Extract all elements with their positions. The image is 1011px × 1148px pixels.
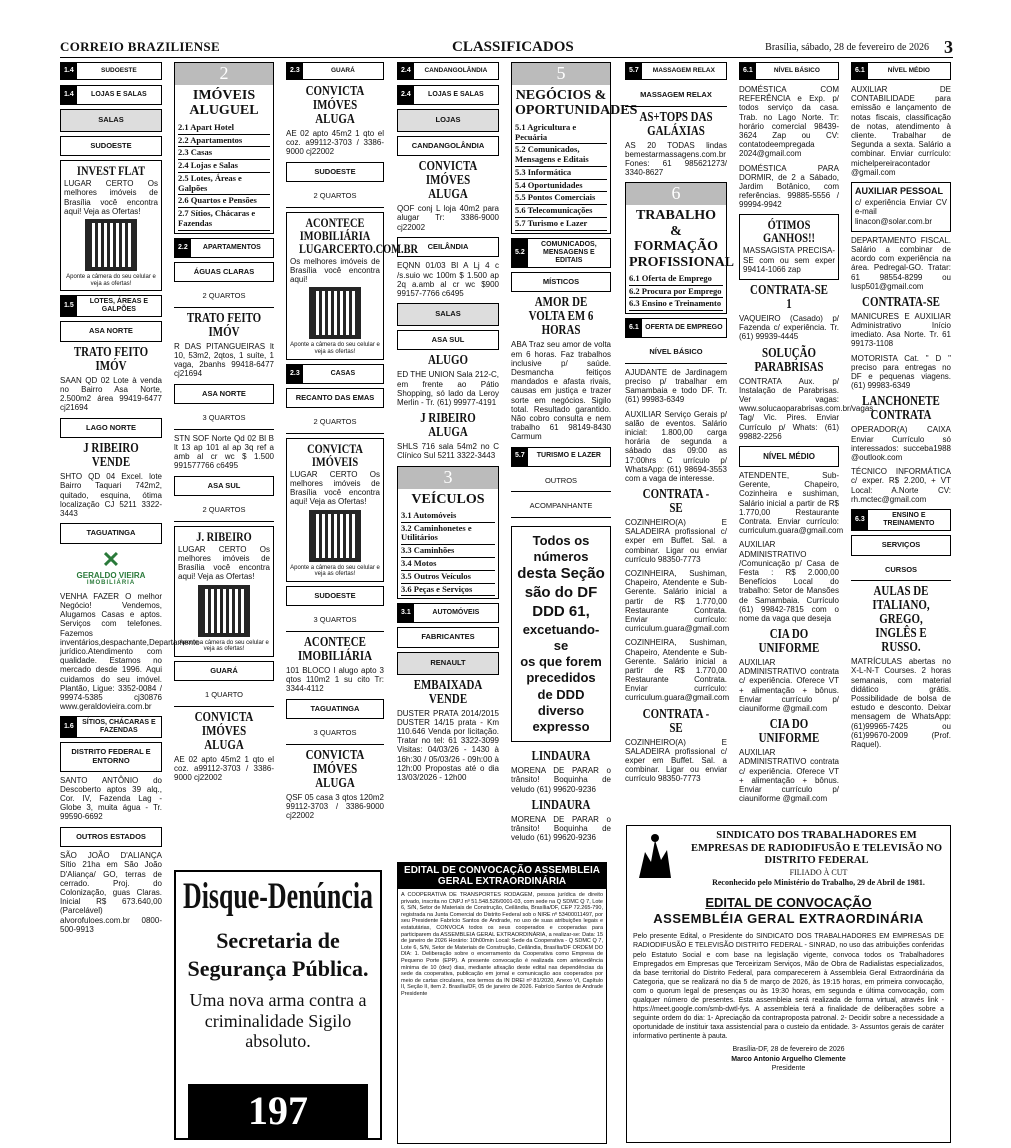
- category-item: 3.2 Caminhonetes e Utilitários: [401, 523, 495, 546]
- edital-cooperativa: EDITAL DE CONVOCAÇÃO ASSEMBLEIA GERAL EXTRAORDINÁRIA A COOPERATIVA DE TRANSPORTES RODAGEM, pessoa jurídica de direito privado, inscrita no CNPJ nº 51.548.526/0001-03, com sede na Q SDMC Q 7, Lote 6, S/N, Setor de Materiais de Construção, Ceilândia, Brasília/DF, CEP 72.265-790, registrada na Junta Comercial do Distrito Federal sob o NIRE nº 53400011497, por seu Presidente Fabrício Santos de Andrade, no uso de suas atribuições legais e estatutárias, CONVOCA todos os seus cooperados e cooperadas para participarem da ASSEMBLEIA GERAL EXTRAORDINÁRIA, a realizar-se: Data: 15 de janeiro de 2026 Horário: 10h00min Local: Sede da Cooperativa - Q SDMC Q 7, Lote 6, S/N, Setor de Materiais de Construção, Ceilândia, Brasília/DF ORDEM DO DIA: 1. Deliberação sobre o encerramento da Cooperativa como Empresa de Pequeno Porte (EPP). A presente convocação é realizada com antecedência mínima de 10 (dez) dias, mediante afixação deste edital nas dependências da sede da cooperativa, publicação em jornal e comunicação aos cooperados por meio de cartas circulares, nos termos da IN DREI nº 81/2020, Anexo VI, Capítulo II, Seção II, item 2. Brasília/DF, 05 de janeiro de 2026. Fabrício Santos de Andrade Presidente: [397, 862, 607, 1144]
- subsection-label: ASA NORTE: [174, 384, 274, 405]
- page-header: [60, 38, 953, 58]
- section-header: 2.2 APARTAMENTOS: [174, 238, 274, 258]
- ad-text: DUSTER PRATA 2014/2015 DUSTER 14/15 prata - Km 110.646 Venda por licitação. Tratar no tel: 61 3322-3099 Visitas: 04/03/26 - 1430 à 16h:30 / 05/03/26 - 09h:00 à 12h:00 Propostas até o dia 13/03/2026 - 12h00: [397, 708, 499, 782]
- column-8: [851, 62, 951, 817]
- ad-text: STN SOF Norte Qd 02 Bl B lt 13 ap 101 al ap 3q ref a amb al cr wc $ 1.500 991577766 c6495: [174, 433, 274, 471]
- qr-ad: CONVICTA IMÓVEIS LUGAR CERTO Os melhores imóveis de Brasília você encontra aqui! Veja as Ofertas! Aponte a câmera do seu celular e veja as ofertas!: [286, 438, 384, 582]
- qr-ad: ACONTECE IMOBILIÁRIA LUGARCERTO.COM.BR Os melhores imóveis de Brasília você encontra aqui! Aponte a câmera do seu celular e veja as ofertas!: [286, 212, 384, 360]
- ad-text: MORENA DE PARAR o trânsito! Boquinha de veludo (61) 99620-9236: [511, 766, 611, 794]
- category-item: 5.4 Oportunidades: [515, 180, 607, 193]
- ad-heading: CONTRATA - SE: [642, 706, 710, 736]
- ad-heading: CONTRATA - SE: [642, 487, 710, 517]
- section-header: 6.1 OFERTA DE EMPREGO: [625, 318, 727, 338]
- qr-code-icon: [309, 287, 361, 339]
- rooms-label: 2 QUARTOS: [174, 286, 274, 308]
- ad-heading: ALUGO: [427, 353, 469, 369]
- subsection-label: SUDOESTE: [286, 162, 384, 183]
- subsection-label: SALAS: [397, 303, 499, 326]
- ad-heading: EMBAIXADA VENDE: [413, 677, 483, 707]
- boxed-ad: AUXILIAR PESSOAL c/ experiência Enviar CV e-mail linacon@solar.com.br: [851, 182, 951, 232]
- ad-text: AE 02 apto 45m2 1 qto el coz. a99112-3703 / 3386-9000 cj22002: [286, 129, 384, 157]
- ad-text: 101 BLOCO I alugo apto 3 qtos 110m2 1 su cito Tr: 3344-4112: [286, 666, 384, 694]
- ad-heading: J RIBEIRO VENDE: [83, 441, 139, 471]
- ad-text: SAAN QD 02 Lote à venda no Bairro Asa Norte, 2.500m2 área 99419-6477 cj21694: [60, 375, 162, 413]
- subsection-label: LAGO NORTE: [60, 418, 162, 439]
- ad-text: ABA Traz seu amor de volta em 6 horas. Faz trabalhos inclusive p/ saúde. Desmancha feitiços mandados e afasta rivais, causas em justiça e trazer sorte em negócios. Sigilo total. Resultado garantido. Não cobro consulta e nem trabalho 61 98149-8430 Carmum: [511, 340, 611, 442]
- ad-text: AJUDANTE de Jardinagem preciso p/ trabalhar em Samambaia e todo DF. Tr. (61) 99983-6349: [625, 367, 727, 405]
- category-item: 2.5 Lotes, Áreas e Galpões: [178, 173, 270, 196]
- column-2: [174, 62, 274, 862]
- ad-text: R DAS PITANGUEIRAS lt 10, 53m2, 2qtos, 1 suíte, 1 vaga, 2banhs 99418-6477 cj21694: [174, 341, 274, 379]
- category-item: 3.4 Motos: [401, 558, 495, 571]
- ad-heading: TRATO FEITO IMÓV: [186, 310, 262, 340]
- rooms-label: 1 QUARTO: [174, 685, 274, 707]
- category-item: 5.1 Agricultura e Pecuária: [515, 122, 607, 145]
- subsection-label: MASSAGEM RELAX: [625, 85, 727, 107]
- ad-heading: CONVICTA IMÓVES ALUGA: [194, 710, 254, 754]
- ad-text: AUXILIAR DE CONTABILIDADE para emissão e lançamento de notas fiscais, classificação de notas, atendimento à cliente. Trabalhar de Segunda a sexta. Salário a combinar. Enviar currículo: michelpereiracontador @gmail.com: [851, 85, 951, 177]
- subsection-label: SUDOESTE: [286, 586, 384, 607]
- subsection-label: ACOMPANHANTE: [511, 496, 611, 518]
- phone-number: 197: [188, 1084, 368, 1138]
- section-header: 3.1 AUTOMÓVEIS: [397, 603, 499, 623]
- ad-heading: CONTRATA-SE 1: [750, 283, 828, 312]
- column-4: [397, 62, 499, 857]
- ad-text: AUXILIAR ADMINISTRATIVO /Comunicação p/ Casa de Festa : R$ 2.000,00 Benefícios Local do trabalho: Setor de Mansões de Samambaia. Currículo (61) 99842-7815 com o nome da vaga que deseja: [739, 540, 839, 623]
- ad-heading: CONVICTA IMÓVES ALUGA: [418, 159, 478, 203]
- category-item: 2.2 Apartamentos: [178, 135, 270, 148]
- ad-heading: CONVICTA IMÓVES ALUGA: [305, 84, 365, 127]
- ad-text: MANICURES E AUXILIAR Administrativo Início imediato. Asa Norte. Tr. 61 99173-1108: [851, 311, 951, 349]
- ad-text: OPERADOR(A) CAIXA Enviar Currículo só interessados: succeba1988 @outlook.com: [851, 425, 951, 462]
- subsection-label: SERVIÇOS: [851, 535, 951, 556]
- column-tab: 2.4 CANDANGOLÂNDIA: [397, 62, 499, 80]
- newspaper-name: CORREIO BRAZILIENSE: [60, 39, 220, 54]
- ad-text: AS 20 TODAS lindas bemestarmassagens.com.br Fones: 61 985621273/ 3340-8627: [625, 140, 727, 178]
- subsection-label: NÍVEL BÁSICO: [625, 342, 727, 364]
- category-item: 3.3 Caminhões: [401, 545, 495, 558]
- subsection-label: SALAS: [60, 109, 162, 132]
- subsection-label: RECANTO DAS EMAS: [286, 388, 384, 409]
- category-item: 2.6 Quartos e Pensões: [178, 195, 270, 208]
- ad-text: SHLS 716 sala 54m2 no C Clínico Sul 5211 3322-3443: [397, 442, 499, 461]
- ad-text: DEPARTAMENTO FISCAL. Salário a combinar de acordo com experiência na área. Pedregal-GO. Tratar: 61 98554-8299 ou lusp501@gmail.com: [851, 235, 951, 291]
- ad-heading: CONVICTA IMÓVES ALUGA: [305, 747, 365, 791]
- section-header: 2.3 CASAS: [286, 364, 384, 384]
- column-7: [739, 62, 874, 817]
- column-tab: 6.1 NÍVEL BÁSICO: [739, 62, 839, 80]
- rooms-label: 3 QUARTOS: [286, 723, 384, 745]
- column-6: [625, 62, 735, 817]
- disque-denuncia-ad: Disque-Denúncia Secretaria de Segurança Pública. Uma nova arma contra a criminalidade Sigilo absoluto. 197: [174, 870, 382, 1140]
- ad-text: DOMÉSTICA COM REFERÊNCIA e Exp. p/ todos serviço da casa. Trab. no Lago Norte. Tr: horário comercial 98439-3624 Zap ou CV: contatodeempregada 2024@gmail.com: [739, 85, 839, 159]
- ad-text: AUXILIAR Serviço Gerais p/ salão de eventos. Salário inicial: 1.800,00 carga horária de segunda a sábado das 09:00 as 17:00hrs C urrículo p/ WhatsApp: (61) 98694-3553 com a vaga de interesse.: [625, 409, 727, 483]
- subsection-label: ÁGUAS CLARAS: [174, 262, 274, 283]
- section-header: 1.5 LOTES, ÁREAS E GALPÕES: [60, 295, 162, 317]
- ad-text: ED THE UNION Sala 212-C, em frente ao Pátio Shopping, só lado da Leroy Merlin - Tr. (61) 99977-4191: [397, 370, 499, 407]
- ad-heading: AULAS DE ITALIANO, GREGO, INGLÊS E RUSSO.: [872, 584, 930, 656]
- section-header: 5.7 TURISMO E LAZER: [511, 447, 611, 467]
- subsection-label: SUDOESTE: [60, 136, 162, 157]
- subsection-label: OUTROS ESTADOS: [60, 827, 162, 848]
- subsection-label: CEILÂNDIA: [397, 237, 499, 258]
- page-date: Brasília, sábado, 28 de fevereiro de 2026: [765, 42, 929, 53]
- qr-ad: INVEST FLAT LUGAR CERTO Os melhores imóveis de Brasília você encontra aqui! Veja as Ofertas! Aponte a câmera do seu celular e veja as ofertas!: [60, 160, 162, 291]
- boxed-ad: ÓTIMOS GANHOS!! MASSAGISTA PRECISA-SE com ou sem exper 99414-1066 zap: [739, 214, 839, 280]
- category-item: 2.7 Sítios, Chácaras e Fazendas: [178, 208, 270, 231]
- rooms-label: 2 QUARTOS: [286, 186, 384, 208]
- ad-text: ATENDENTE, Sub-Gerente, Chapeiro, Cozinheira e sushiman, Salário inicial a partir de R$ 1.770,00 Restaurante Contrata. Enviar currículo: curriculum.guara@gmail.com: [739, 471, 844, 536]
- category-item: 5.3 Informática: [515, 167, 607, 180]
- ad-heading: LANCHONETE CONTRATA: [862, 394, 940, 424]
- subsection-label: MÍSTICOS: [511, 272, 611, 293]
- category-item: 6.2 Procura por Emprego: [629, 286, 723, 299]
- qr-code-icon: [85, 219, 137, 271]
- ad-text: QSF 05 casa 3 qtos 120m2 99112-3703 / 3386-9000 cj22002: [286, 792, 384, 821]
- subsection-label: GUARÁ: [174, 661, 274, 682]
- subsection-label: RENAULT: [397, 652, 499, 675]
- ad-heading: CONTRATA-SE: [862, 294, 940, 310]
- subsection-label: ASA NORTE: [60, 321, 162, 342]
- column-tab: 1.4 SUDOESTE: [60, 62, 162, 80]
- rooms-label: 2 QUARTOS: [174, 500, 274, 522]
- ad-text: CONTRATA Aux. p/ Instalação de Parabrisas. Ver vagas: www.solucaoparabrisas.com.br/vagas Tag/ Vic. Pires. Enviar Currículo p/ Whats: (61) 99882-2256: [739, 376, 874, 441]
- qr-code-icon: [198, 585, 250, 637]
- category-item: 5.6 Telecomunicações: [515, 205, 607, 218]
- rooms-label: 3 QUARTOS: [174, 408, 274, 430]
- category-box: 5 NEGÓCIOS & OPORTUNIDADES 5.1 Agricultura e Pecuária 5.2 Comunicados, Mensagens e Editais 5.3 Informática 5.4 Oportunidades 5.5 Pontos Comerciais 5.6 Telecomunicações 5.7 Turismo e Lazer: [511, 62, 611, 234]
- section-header: 1.4 LOJAS E SALAS: [60, 85, 162, 105]
- category-item: 3.6 Peças e Serviços: [401, 584, 495, 597]
- qr-ad: J. RIBEIRO LUGAR CERTO Os melhores imóveis de Brasília você encontra aqui! Veja as Ofertas! Aponte a câmera do seu celular e veja as ofertas!: [174, 526, 274, 657]
- sindicato-emblem-icon: [635, 832, 673, 880]
- category-item: 6.3 Ensino e Treinamento: [629, 298, 723, 311]
- ad-text: MATRÍCULAS abertas no X-L-N-T Courses. 2 horas semanais, com material didático grátis. Possibilidade de bolsa de estudo e desconto. Deixar mensagem de WhatsApp: (61)99965-7425 ou (61)99670-2009 (Prof. Raquel).: [851, 657, 951, 749]
- category-item: 3.1 Automóveis: [401, 510, 495, 523]
- ad-heading: TRATO FEITO IMÓV: [73, 344, 149, 374]
- ad-text: VAQUEIRO (Casado) p/ Fazenda c/ experiência. Tr. (61) 99939-4445: [739, 314, 839, 342]
- ad-heading: SOLUÇÃO PARABRISAS: [754, 345, 824, 375]
- column-5: [511, 62, 638, 852]
- ad-text: SÃO JOÃO D'ALIANÇA Sítio 21ha em São João D'Aliança/ GO, terras de cerrado. Proj. do Colonização, guas Claras. Inicial R$ 673.640,00 (Parcelável) alvorofuloes.com.br 0800-500-9913: [60, 851, 162, 934]
- geraldo-vieira-logo: ✕ GERALDO VIEIRA IMOBILIÁRIA: [76, 546, 146, 587]
- category-item: 2.3 Casas: [178, 147, 270, 160]
- category-item: 6.1 Oferta de Emprego: [629, 273, 723, 286]
- section-header: 2.4 LOJAS E SALAS: [397, 85, 499, 105]
- edital-sindicato: SINDICATO DOS TRABALHADORES EM EMPRESAS DE RADIODIFUSÃO E TELEVISÃO NO DISTRITO FEDERAL FILIADO À CUT Reconhecido pelo Ministério do Trabalho, 29 de Abril de 1981. EDITAL DE CONVOCAÇÃO ASSEMBLÉIA GERAL EXTRAORDINÁRIA Pelo presente Edital, o Presidente do SINDICATO DOS TRABALHADORES EM EMPRESAS DE RADIODIFUSÃO E TELEVISÃO DISTRITO FEDERAL - SINRAD, no uso das atribuições conferidas pelo Estatuto Social e com base na legislação vigente, convoca todos os Trabalhadores Empregados em Empresas que Terceirizam Serviços, Mão de Obra de Radialistas especializados, da base territorial do Distrito Federal, para comparecerem à Assembleia Geral Extraordinária da Categoria, que se realizará no dia 5 de março de 2026, às 19:15 horas, em primeira convocação, com o quorum legal de presenças ou às 19:30 horas, em segunda e última convocação, com qualquer número de presentes. Esta assembleia será realizada de forma virtual, através link - https://meet.google.com/smb-dwtl-fys. A assembleia terá a finalidade de deliberações sobre a seguinte ordem do dia: 1- Apreciação da contraproposta patronal. 2- Decidir sobre a necessidade a oportunidade de instituir taxa assistencial para o custeio da entidade. 3- Assuntos gerais de caráter informativo pertinente à pauta. Brasília-DF, 28 de fevereiro de 2026 Marco Antonio Arguelho Clemente Presidente: [626, 825, 951, 1143]
- subsection-label: LOJAS: [397, 109, 499, 132]
- ad-heading: ACONTECE IMOBILIÁRIA: [297, 635, 373, 664]
- column-tab: 2.3 GUARÁ: [286, 62, 384, 80]
- category-box: 2 IMÓVEIS ALUGUEL 2.1 Apart Hotel 2.2 Apartamentos 2.3 Casas 2.4 Lojas e Salas 2.5 Lotes, Áreas e Galpões 2.6 Quartos e Pensões 2.7 Sítios, Chácaras e Fazendas: [174, 62, 274, 234]
- ad-heading: CIA DO UNIFORME: [758, 627, 820, 657]
- ad-heading: J RIBEIRO ALUGA: [420, 411, 476, 441]
- subsection-label: TAGUATINGA: [60, 523, 162, 544]
- category-item: 5.2 Comunicados, Mensagens e Editais: [515, 144, 607, 167]
- ad-text: COZINHEIRO(A) E SALADEIRA profissional c/ exper em Buffet. Sal. a combinar. Ligar ou enviar currículo 98350-7773: [625, 518, 727, 564]
- ad-text: COZINHEIRA, Sushiman, Chapeiro, Atendente e Sub-Gerente. Salário inicial a partir de R$ 1.770,00 Restaurante Contrata. Enviar currículo: curriculum.guara@gmail.com: [625, 569, 730, 634]
- subsection-label: FABRICANTES: [397, 627, 499, 648]
- subsection-label: OUTROS: [511, 471, 611, 493]
- ad-text: SHTO QD 04 Excel. lote Bairro Taquari 742m2, quitado, esquina, ótima localização CJ 5211 3322-3443: [60, 472, 162, 519]
- column-tab: 5.7 MASSAGEM RELAX: [625, 62, 727, 80]
- ad-text: AE 02 apto 45m2 1 qto el coz. a99112-3703 / 3386-9000 cj22002: [174, 755, 274, 783]
- ad-text: AUXILIAR ADMINISTRATIVO contrata c/ experiência. Oferece VT + alimentação + bônus. Enviar currículo p/ ciauniforme @gmail.com: [739, 748, 839, 804]
- column-tab: 6.1 NÍVEL MÉDIO: [851, 62, 951, 80]
- section-header: 6.3 ENSINO E TREINAMENTO: [851, 509, 951, 531]
- ad-text: AUXILIAR ADMINISTRATIVO contrata c/ experiência. Oferece VT + alimentação + bônus. Enviar currículo p/ ciauniforme @gmail.com: [739, 658, 839, 713]
- ad-text: DOMÉSTICA PARA DORMIR, de 2 a Sábado, Jardim Botânico, com referências. 99885-5556 / 99994-9942: [739, 163, 839, 210]
- subsection-label: TAGUATINGA: [286, 699, 384, 720]
- category-item: 2.1 Apart Hotel: [178, 122, 270, 135]
- ad-text: SANTO ANTÔNIO do Descoberto aptos 39 alq., Cor. IV, Fazenda Lag - Globe 3, muita água - Tr. 99590-6692: [60, 775, 162, 822]
- ad-heading: AMOR DE VOLTA EM 6 HORAS: [528, 295, 594, 339]
- section-header: 1.6 SÍTIOS, CHÁCARAS E FAZENDAS: [60, 716, 162, 738]
- ad-heading: LINDAURA: [531, 749, 591, 765]
- ad-text: TÉCNICO INFORMÁTICA c/ exper. R$ 2.200, + VT Local: A.Norte CV: rh.mctec@gmail.com: [851, 467, 951, 504]
- category-box: 3 VEÍCULOS 3.1 Automóveis 3.2 Caminhonetes e Utilitários 3.3 Caminhões 3.4 Motos 3.5 Outros Veículos 3.6 Peças e Serviços: [397, 466, 499, 600]
- category-item: 2.4 Lojas e Salas: [178, 160, 270, 173]
- category-item: 5.5 Pontos Comerciais: [515, 192, 607, 205]
- ad-text: VENHA FAZER O melhor Negócio! Vendemos, Alugamos Casas e aptos. Serviços com telefones. Fazemos inventários,despachante,Departamento jurídico.Atendimento com qualidade. Estamos no mercado desde 1996. Aqui cuidamos do seu imóvel. Plantão, Ligue: 3352-0084 / 99974-5385 cj30876 www.geraldovieira.com.br: [60, 591, 200, 712]
- ad-text: MOTORISTA Cat. " D " preciso para entregas no DF e pequenas viagens. (61) 99983-6349: [851, 353, 951, 391]
- ad-text: QOF conj L loja 40m2 para alugar Tr: 3386-9000 cj22002: [397, 204, 499, 232]
- ad-heading: CIA DO UNIFORME: [758, 717, 820, 747]
- ad-text: EQNN 01/03 Bl A Lj 4 c /s.suio wc 100m $ 1.500 ap 2q a.amb al cr wc $900 99157-7766 c6495: [397, 261, 499, 298]
- category-box: 6 TRABALHO & FORMAÇÃO PROFISSIONAL 6.1 Oferta de Emprego 6.2 Procura por Emprego 6.3 Ensino e Treinamento: [625, 182, 727, 314]
- section-header: 5.2 COMUNICADOS, MENSAGENS E EDITAIS: [511, 238, 611, 268]
- subsection-label: ASA SUL: [174, 476, 274, 497]
- notice-ddd: Todos os números desta Seção são do DF DDD 61, excetuando-se os que forem precedidos de DDD diverso expresso: [511, 526, 611, 743]
- subsection-label: DISTRITO FEDERAL E ENTORNO: [60, 742, 162, 771]
- qr-code-icon: [309, 510, 361, 562]
- ad-heading: AS+TOPS DAS GALÁXIAS: [639, 109, 713, 139]
- page-number: 3: [944, 37, 953, 57]
- ad-text: COZINHEIRO(A) E SALADEIRA profissional c/ exper em Buffet. Sal. a combinar. Ligar ou enviar currículo 98350-7773: [625, 737, 727, 784]
- rooms-label: 3 QUARTOS: [286, 610, 384, 632]
- subsection-label: NÍVEL MÉDIO: [739, 446, 839, 467]
- ad-text: MORENA DE PARAR o trânsito! Boquinha de veludo (61) 99620-9236: [511, 814, 611, 843]
- ad-text: COZINHEIRA, Sushiman, Chapeiro, Atendente e Sub-Gerente. Salário inicial a partir de R$ 1.770,00 Restaurante Contrata. Enviar currículo: curriculum.guara@gmail.com: [625, 638, 730, 703]
- category-item: 5.7 Turismo e Lazer: [515, 218, 607, 231]
- category-item: 3.5 Outros Veículos: [401, 571, 495, 584]
- subsection-label: CURSOS: [851, 560, 951, 582]
- ad-heading: LINDAURA: [531, 797, 591, 813]
- rooms-label: 2 QUARTOS: [286, 412, 384, 434]
- subsection-label: CANDANGOLÂNDIA: [397, 136, 499, 157]
- subsection-label: ASA SUL: [397, 330, 499, 351]
- section-title: CLASSIFICADOS: [452, 39, 574, 55]
